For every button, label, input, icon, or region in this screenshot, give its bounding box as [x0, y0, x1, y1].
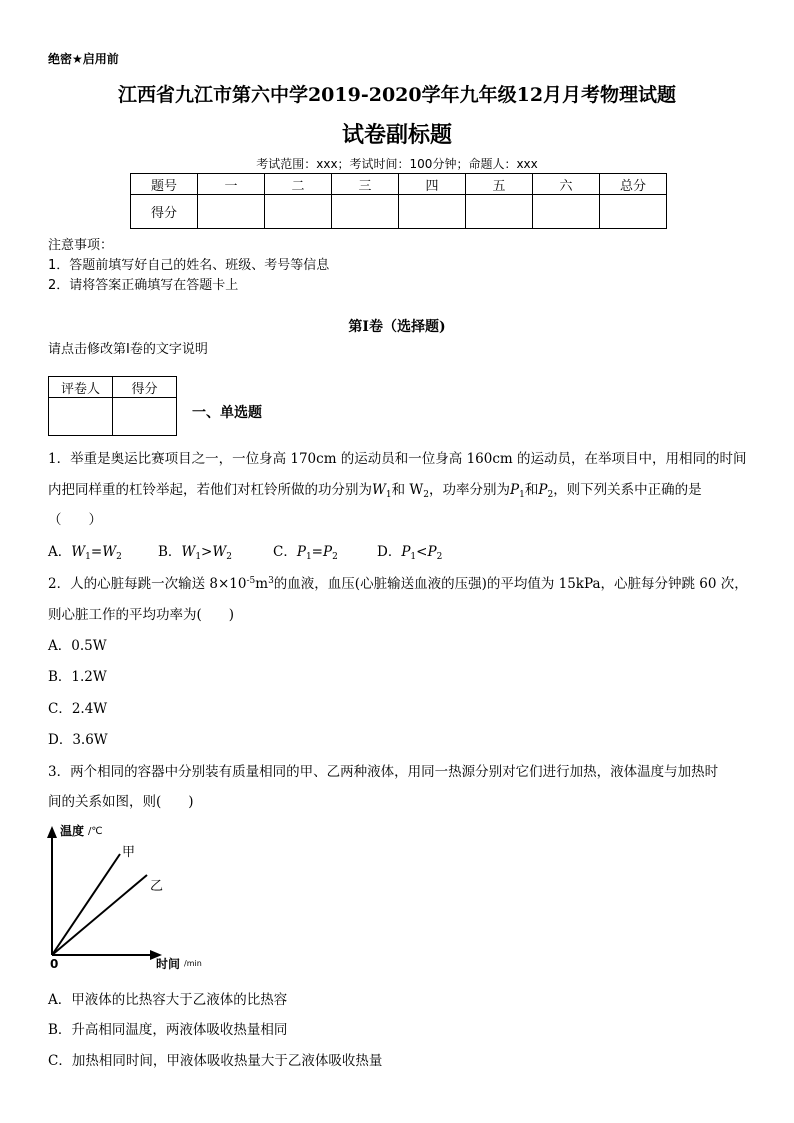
exam-subtitle: 试卷副标题 — [341, 122, 452, 148]
score-table-row-label: 得分 — [131, 195, 198, 229]
q1-line2: 内把同样重的杠铃举起，若他们对杠铃所做的功分别为$W_1$和 $W_2$，功率分别为$P_1$和$P_2$，则下列关系中正确的是 — [48, 482, 702, 500]
q2-option-d[interactable]: D．3.6W — [48, 732, 108, 748]
line-jia — [52, 854, 120, 955]
y-axis-label: 温度 — [60, 824, 85, 838]
score-col-4: 四 — [399, 174, 466, 195]
grader-cell[interactable] — [113, 398, 177, 436]
q1-option-b[interactable]: B．$W_1>W_2$ — [158, 544, 232, 562]
line-yi — [52, 875, 147, 955]
q1-line1: 1．举重是奥运比赛项目之一，一位身高 170cm 的运动员和一位身高 160cm 的运动员，在举项目中，用相同的时间 — [48, 451, 747, 467]
exam-info: 考试范围：xxx；考试时间：100分钟；命题人：xxx — [256, 157, 538, 171]
q3-option-a[interactable]: A．甲液体的比热容大于乙液体的比热容 — [48, 992, 288, 1008]
grader-score-label: 得分 — [113, 377, 177, 398]
y-axis-unit: /℃ — [88, 826, 103, 837]
notes-heading: 注意事项： — [48, 238, 114, 253]
score-cell[interactable] — [265, 195, 332, 229]
y-axis-arrow — [47, 826, 57, 838]
x-axis-label: 时间 — [156, 957, 181, 971]
q1-option-c[interactable]: C．$P_1=P_2$ — [273, 544, 338, 562]
temperature-time-graph — [40, 818, 240, 978]
score-cell[interactable] — [600, 195, 667, 229]
note-item-1: 1．答题前填写好自己的姓名、班级、考号等信息 — [48, 258, 330, 273]
score-cell[interactable] — [466, 195, 533, 229]
grader-cell[interactable] — [49, 398, 113, 436]
q3-line2: 间的关系如图，则( ) — [48, 794, 194, 810]
score-cell[interactable] — [399, 195, 466, 229]
q1-line3: （ ） — [48, 512, 102, 528]
x-axis-unit: /min — [184, 959, 202, 968]
grader-table — [48, 376, 177, 436]
score-col-5: 五 — [466, 174, 533, 195]
q2-line1: 2．人的心脏每跳一次输送 $8\times 10^{-5}m^3$的血液，血压(心脏输送血液的压强)的平均值为 15kPa，心脏每分钟跳 60 次， — [48, 576, 748, 592]
score-cell[interactable] — [533, 195, 600, 229]
confidential-label: 绝密★启用前 — [48, 52, 119, 66]
score-table-header-label: 题号 — [131, 174, 198, 195]
section-heading: 第I卷（选择题) — [348, 319, 446, 335]
score-col-total: 总分 — [600, 174, 667, 195]
grader-col-label: 评卷人 — [49, 377, 113, 398]
q2-line2: 则心脏工作的平均功率为( ) — [48, 607, 235, 623]
q1-option-a[interactable]: A．$W_1=W_2$ — [48, 544, 122, 562]
q2-option-a[interactable]: A．0.5W — [48, 638, 107, 654]
q2-option-c[interactable]: C．2.4W — [48, 701, 108, 717]
q2-option-b[interactable]: B．1.2W — [48, 669, 107, 685]
q3-line1: 3．两个相同的容器中分别装有质量相同的甲、乙两种液体，用同一热源分别对它们进行加热，液体温度与加热时 — [48, 764, 719, 780]
score-col-1: 一 — [198, 174, 265, 195]
score-table — [130, 173, 667, 229]
q3-option-b[interactable]: B．升高相同温度，两液体吸收热量相同 — [48, 1022, 288, 1038]
score-col-2: 二 — [265, 174, 332, 195]
exam-title: 江西省九江市第六中学2019-2020学年九年级12月月考物理试题 — [117, 84, 677, 106]
note-item-2: 2．请将答案正确填写在答题卡上 — [48, 278, 239, 293]
score-cell[interactable] — [198, 195, 265, 229]
section-description: 请点击修改第I卷的文字说明 — [48, 342, 208, 357]
q1-option-d[interactable]: D．$P_1<P_2$ — [377, 544, 443, 562]
line-jia-label: 甲 — [122, 845, 136, 860]
part-heading: 一、单选题 — [192, 405, 262, 421]
score-col-3: 三 — [332, 174, 399, 195]
origin-label: 0 — [50, 957, 59, 971]
score-cell[interactable] — [332, 195, 399, 229]
line-yi-label: 乙 — [150, 879, 164, 894]
score-col-6: 六 — [533, 174, 600, 195]
q3-option-c[interactable]: C．加热相同时间，甲液体吸收热量大于乙液体吸收热量 — [48, 1053, 383, 1069]
